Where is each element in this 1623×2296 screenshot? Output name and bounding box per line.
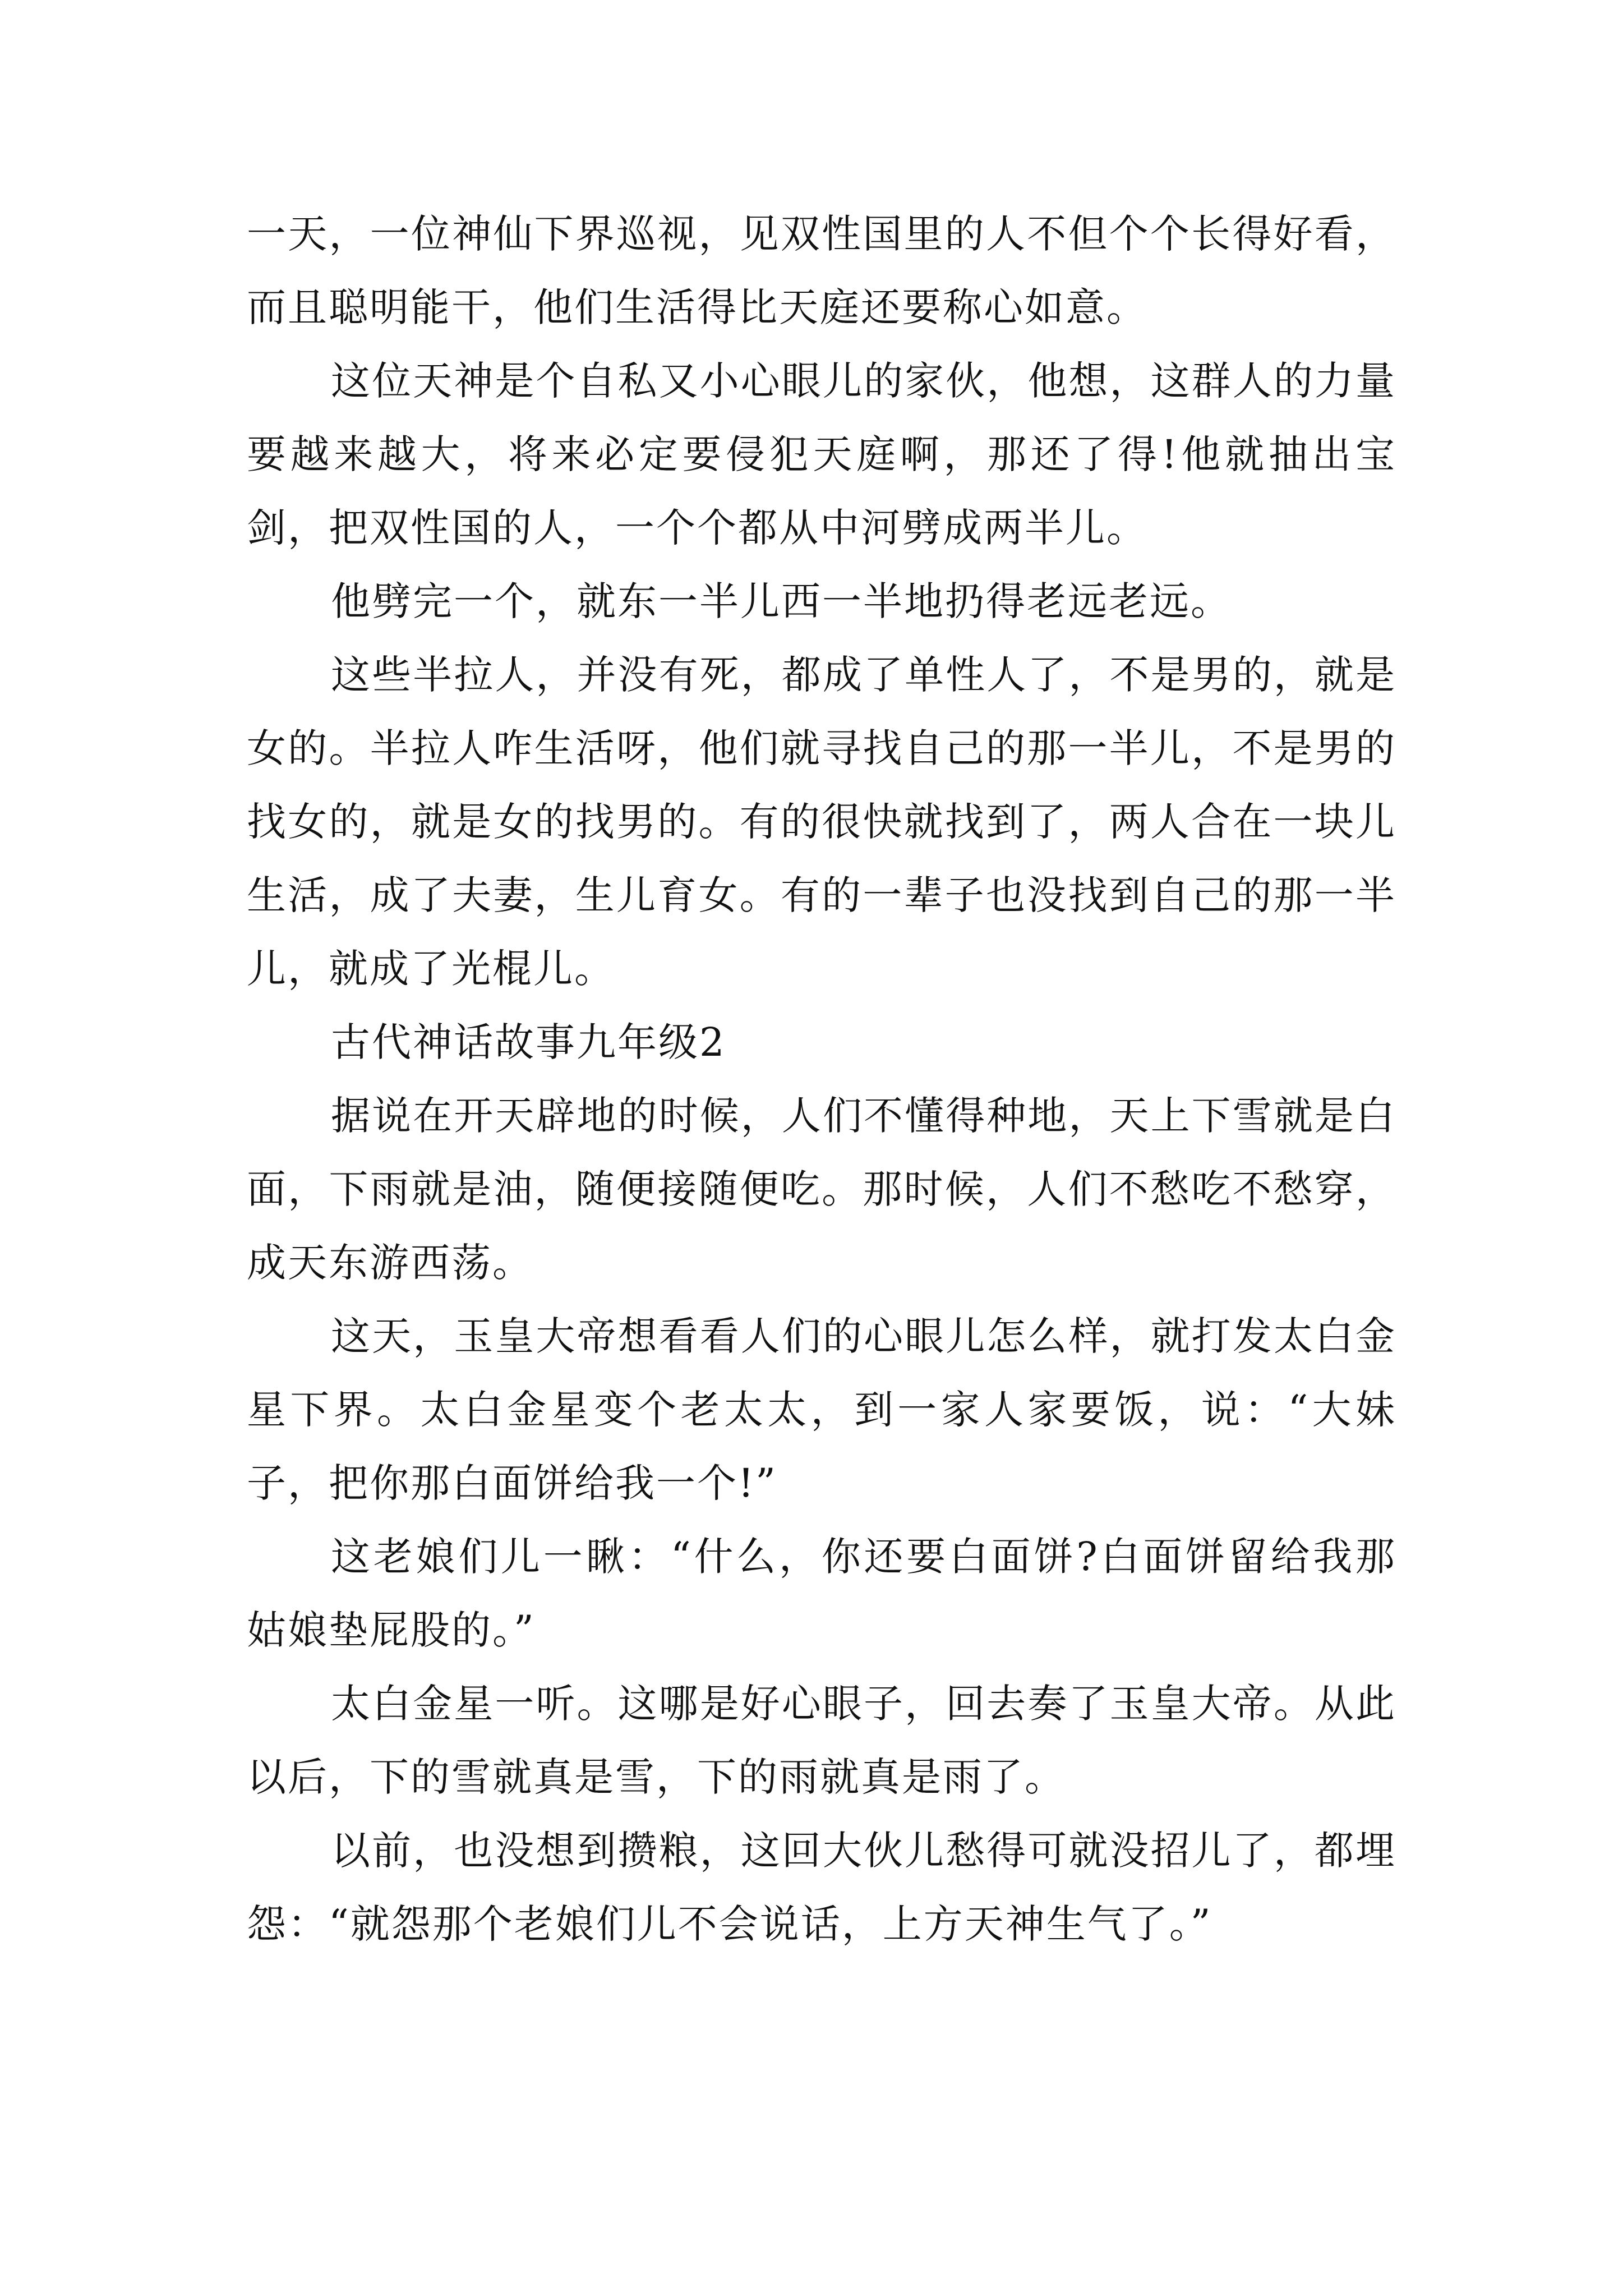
paragraph: 这天，玉皇大帝想看看人们的心眼儿怎么样，就打发太白金星下界。太白金星变个老太太，到一家人家要饭，说：“大妹子，把你那白面饼给我一个!” <box>247 1313 1396 1506</box>
paragraph: 这些半拉人，并没有死，都成了单性人了，不是男的，就是女的。半拉人咋生活呀，他们就寻找自己的那一半儿，不是男的找女的，就是女的找男的。有的很快就找到了，两人合在一块儿生活，成了夫妻，生儿育女。有的一辈子也没找到自己的那一半儿，就成了光棍儿。 <box>247 652 1396 992</box>
paragraph: 据说在开天辟地的时候，人们不懂得种地，天上下雪就是白面，下雨就是油，随便接随便吃。那时候，人们不愁吃不愁穿，成天东游西荡。 <box>247 1093 1396 1286</box>
paragraph: 这位天神是个自私又小心眼儿的家伙，他想，这群人的力量要越来越大，将来必定要侵犯天庭啊，那还了得!他就抽出宝剑，把双性国的人，一个个都从中河劈成两半儿。 <box>247 358 1396 551</box>
paragraph: 这老娘们儿一瞅：“什么，你还要白面饼?白面饼留给我那姑娘垫屁股的。” <box>247 1534 1396 1653</box>
document-body <box>247 197 1396 1961</box>
paragraph: 一天，一位神仙下界巡视，见双性国里的人不但个个长得好看，而且聪明能干，他们生活得比天庭还要称心如意。 <box>247 211 1396 330</box>
paragraph: 以前，也没想到攒粮，这回大伙儿愁得可就没招儿了，都埋怨：“就怨那个老娘们儿不会说话，上方天神生气了。” <box>247 1828 1396 1947</box>
paragraph: 太白金星一听。这哪是好心眼子，回去奏了玉皇大帝。从此以后，下的雪就真是雪，下的雨就真是雨了。 <box>247 1681 1396 1800</box>
paragraph: 他劈完一个，就东一半儿西一半地扔得老远老远。 <box>331 578 1232 624</box>
section-heading: 古代神话故事九年级2 <box>331 1019 726 1065</box>
